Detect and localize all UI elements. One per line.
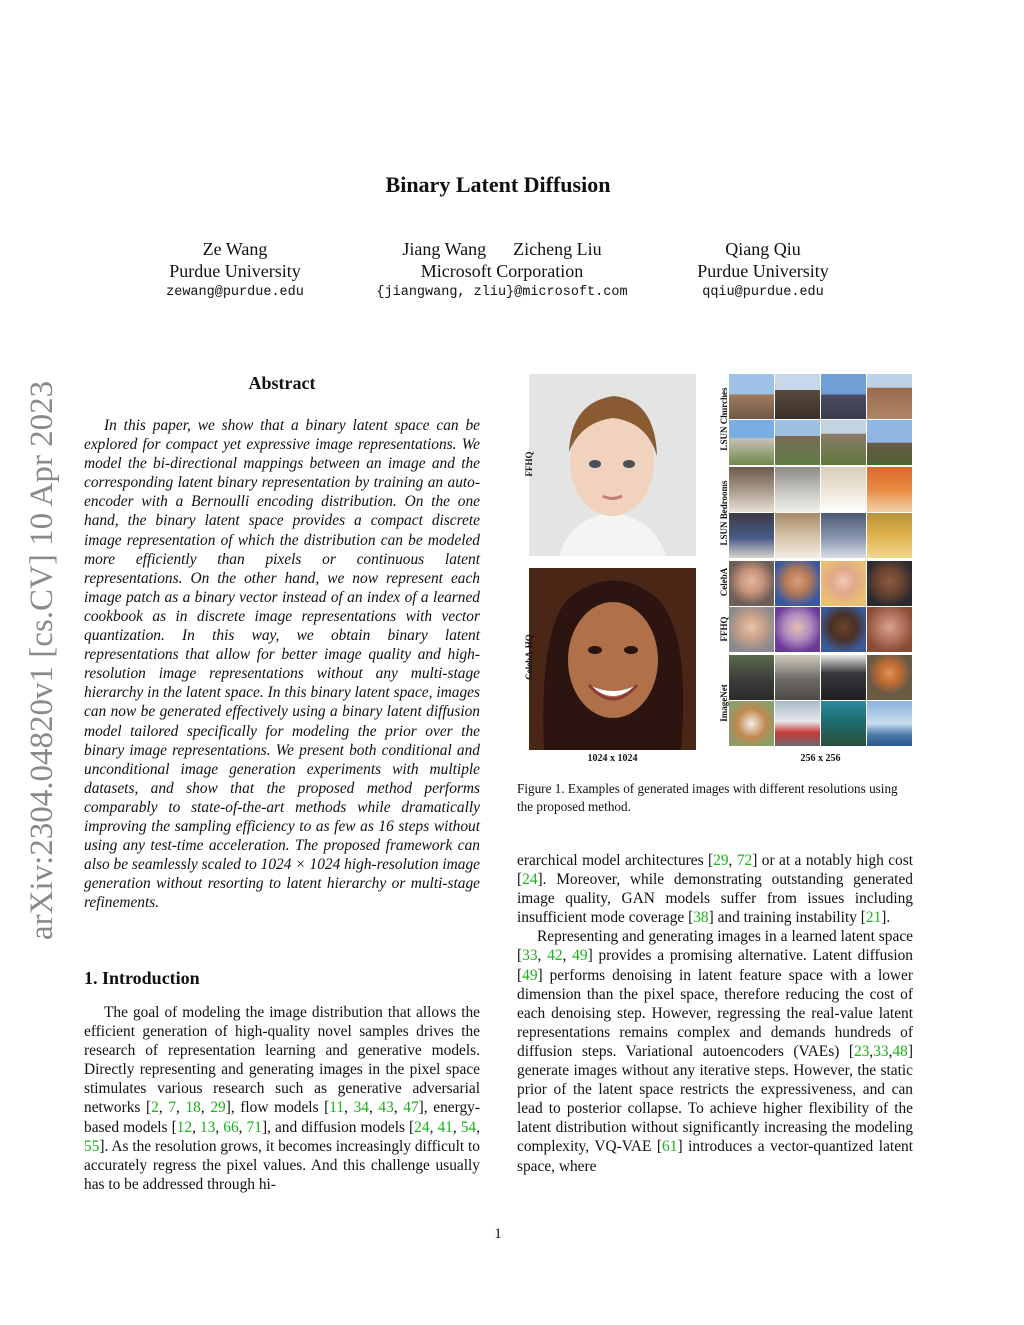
section-heading-introduction: 1. Introduction: [84, 968, 200, 988]
citation-link[interactable]: 33: [522, 947, 538, 965]
citation-link[interactable]: 2: [151, 1099, 159, 1117]
label-celeba: CelebA: [719, 567, 729, 597]
author-block-3: [668, 238, 858, 304]
citation-link[interactable]: 7: [168, 1099, 177, 1117]
bedroom-image: [775, 513, 820, 558]
citation-link[interactable]: 66: [223, 1118, 239, 1136]
imagenet-image: [821, 701, 866, 746]
citation-link[interactable]: 54: [460, 1118, 477, 1136]
citation-link[interactable]: 29: [210, 1099, 226, 1117]
author-email: {jiangwang, zliu}@microsoft.com: [376, 285, 628, 300]
imagenet-image: [775, 701, 820, 746]
citation-link[interactable]: 72: [736, 852, 753, 869]
imagenet-image: [821, 655, 866, 700]
face-image: [729, 607, 774, 652]
arxiv-stamp: arXiv:2304.04820v1 [cs.CV] 10 Apr 2023: [24, 380, 60, 940]
author-name: Ze Wang: [202, 239, 268, 259]
church-image: [867, 374, 912, 419]
bedroom-image: [867, 513, 912, 558]
face-image: [867, 561, 912, 606]
bedroom-image: [729, 513, 774, 558]
celebahq-large-image: [529, 568, 696, 750]
author-email: qqiu@purdue.edu: [702, 285, 824, 300]
citation-link[interactable]: 34: [353, 1099, 369, 1117]
citation-link[interactable]: 43: [378, 1099, 394, 1117]
intro-paragraph: erarchical model architectures [29, 72] or at a notably high cost [24]. Moreover, while demonstrating outstanding generated image quality, GAN models suffer from issues including insufficient mode coverage [38] and training instability [21].: [517, 852, 913, 927]
citation-link[interactable]: 33: [873, 1042, 889, 1060]
label-celebahq-large: CelebA-HQ: [524, 634, 534, 680]
label-ffhq-small: FFHQ: [719, 616, 729, 642]
face-image: [821, 561, 866, 606]
citation-link[interactable]: 55: [84, 1137, 100, 1155]
figure-1: [512, 372, 917, 767]
citation-link[interactable]: 11: [329, 1099, 345, 1117]
imagenet-image: [867, 701, 912, 746]
author-block-1: [135, 238, 335, 304]
citation-link[interactable]: 38: [693, 909, 709, 927]
face-image: [775, 607, 820, 652]
author-affiliation: Microsoft Corporation: [420, 261, 584, 281]
paper-title: Binary Latent Diffusion: [385, 172, 611, 197]
intro-paragraph: Representing and generating images in a learned latent space [33, 42, 49] provides a promising alternative. Latent diffusion [49] performs denoising in latent feature space with a lower dimension than the pixel space, therefore reducing the cost of each denoising step. However, regressing the real-value latent representations remains complex and demands hundreds of diffusion steps. Variational autoencoders (VAEs) [23,33,48] generate images without any iterative steps. However, the static prior of the latent space restricts the expressiveness, and can lead to posterior collapse. To achieve higher flexibility of the latent distribution without significantly increasing the modeling complexity, VQ-VAE [61] introduces a vector-quantized latent space, where: [517, 928, 913, 1175]
imagenet-image: [729, 655, 774, 700]
author-name: Jiang Wang Zicheng Liu: [402, 239, 602, 259]
bedroom-image: [729, 467, 774, 512]
intro-right-column: [517, 851, 913, 1176]
church-image: [867, 420, 912, 465]
ffhq-large-image: [529, 374, 696, 556]
abstract-text: In this paper, we show that a binary latent space can be explored for compact yet expressive image representations. We model the bi-directional mappings between an image and the corresponding latent binary representation by training an auto-encoder with a Bernoulli encoding distribution. On the one hand, the binary latent space provides a compact discrete image representation of which the distribution can be modeled more efficiently than pixels or continuous latent representations. On the other hand, we now represent each image patch as a binary vector instead of an index of a learned cookbook as in discrete image representations with vector quantization. In this way, we obtain binary latent representations that allow for better image quality and high-resolution image representations without any multi-stage hierarchy in the latent space. In this binary latent space, images can now be generated effectively using a binary latent diffusion model tailored specifically for modeling the prior over the binary image representations. We present both conditional and unconditional image generation experiments with multiple datasets, and show that the proposed method performs comparably to state-of-the-art methods while dramatically improving the sampling efficiency to as few as 16 steps without using any test-time acceleration. The proposed framework can also be seamlessly scaled to 1024 × 1024 high-resolution image generation without resorting to latent hierarchy or multi-stage refinements.: [84, 417, 480, 912]
abstract-heading: Abstract: [248, 373, 316, 393]
figure-caption: Figure 1. Examples of generated images with different resolutions using the proposed method.: [517, 781, 898, 814]
citation-link[interactable]: 24: [522, 871, 538, 889]
citation-link[interactable]: 18: [185, 1099, 201, 1117]
author-block-2: [352, 238, 652, 304]
citation-link[interactable]: 13: [199, 1118, 216, 1136]
citation-link[interactable]: 49: [572, 947, 588, 965]
citation-link[interactable]: 71: [246, 1118, 262, 1136]
citation-link[interactable]: 61: [662, 1138, 678, 1156]
author-name: Qiang Qiu: [725, 239, 801, 259]
abstract-body: [84, 416, 480, 912]
face-image: [821, 607, 866, 652]
page-number: 1: [494, 1226, 502, 1242]
church-image: [729, 374, 774, 419]
label-imagenet: ImageNet: [719, 684, 729, 722]
intro-paragraph: The goal of modeling the image distribution that allows the efficient generation of high-quality novel samples drives the research of representation learning and generative models. Directly representing and generating images in the pixel space stimulates various research such as generative adversarial networks [2, 7, 18, 29], flow models [11, 34, 43, 47], energy-based models [12, 13, 66, 71], and diffusion models [24, 41, 54, 55]. As the resolution grows, it becomes increasingly difficult to accurately regress the pixel values. And this challenge usually has to be addressed through hi-: [84, 1004, 480, 1193]
author-affiliation: Purdue University: [169, 261, 301, 281]
citation-link[interactable]: 41: [437, 1118, 453, 1136]
citation-link[interactable]: 42: [547, 947, 563, 965]
citation-link[interactable]: 47: [403, 1099, 419, 1117]
resolution-label-right: 256 x 256: [800, 753, 841, 764]
bedroom-image: [775, 467, 820, 512]
citation-link[interactable]: 21: [865, 909, 882, 927]
bedroom-image: [867, 467, 912, 512]
citation-link[interactable]: 23: [853, 1042, 870, 1060]
label-lsun-churches: LSUN Churches: [719, 387, 729, 451]
citation-link[interactable]: 48: [892, 1042, 908, 1060]
face-image: [729, 561, 774, 606]
imagenet-image: [867, 655, 912, 700]
intro-left-column: [84, 1003, 480, 1194]
author-affiliation: Purdue University: [697, 261, 829, 281]
church-image: [729, 420, 774, 465]
small-image-grid: [729, 374, 912, 750]
label-ffhq-large: FFHQ: [524, 451, 534, 477]
bedroom-image: [821, 513, 866, 558]
resolution-label-left: 1024 x 1024: [587, 753, 638, 764]
face-image: [775, 561, 820, 606]
citation-link[interactable]: 24: [414, 1118, 430, 1136]
imagenet-image: [775, 655, 820, 700]
citation-link[interactable]: 49: [522, 966, 538, 984]
imagenet-image: [729, 701, 774, 746]
citation-link[interactable]: 12: [176, 1118, 193, 1136]
face-image: [867, 607, 912, 652]
church-image: [775, 420, 820, 465]
citation-link[interactable]: 29: [713, 852, 729, 869]
label-lsun-bedrooms: LSUN Bedrooms: [719, 480, 729, 546]
bedroom-image: [821, 467, 866, 512]
church-image: [775, 374, 820, 419]
author-email: zewang@purdue.edu: [166, 285, 304, 300]
church-image: [821, 420, 866, 465]
church-image: [821, 374, 866, 419]
